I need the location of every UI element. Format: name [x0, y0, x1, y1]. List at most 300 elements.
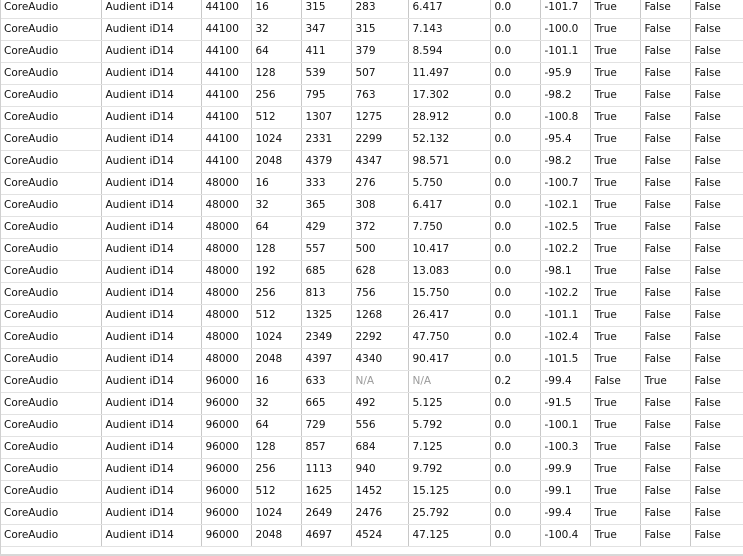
driver-cell: CoreAudio	[0, 371, 101, 393]
fail-cell: False	[640, 195, 690, 217]
sample-rate-cell: 44100	[201, 19, 251, 41]
dropout-cell: 0.0	[490, 525, 540, 547]
pass-cell: True	[590, 349, 640, 371]
input-latency-cell: 2349	[301, 327, 351, 349]
output-latency-cell: 507	[351, 63, 408, 85]
output-latency-cell: 628	[351, 261, 408, 283]
input-latency-cell: 2649	[301, 503, 351, 525]
error-cell: False	[690, 503, 743, 525]
buffer-size-cell: 16	[251, 371, 301, 393]
device-cell: Audient iD14	[101, 239, 201, 261]
fail-cell: False	[640, 261, 690, 283]
noise-floor-cell: -100.4	[540, 525, 590, 547]
input-latency-cell: 633	[301, 371, 351, 393]
input-latency-cell: 365	[301, 195, 351, 217]
latency-ms-cell: 9.792	[408, 459, 490, 481]
driver-cell: CoreAudio	[0, 459, 101, 481]
pass-cell: True	[590, 0, 640, 19]
output-latency-cell: N/A	[351, 371, 408, 393]
latency-ms-cell: 25.792	[408, 503, 490, 525]
input-latency-cell: 1307	[301, 107, 351, 129]
sample-rate-cell: 48000	[201, 217, 251, 239]
input-latency-cell: 665	[301, 393, 351, 415]
latency-ms-cell: 11.497	[408, 63, 490, 85]
sample-rate-cell: 44100	[201, 151, 251, 173]
table-row[interactable]	[0, 63, 743, 85]
driver-cell: CoreAudio	[0, 481, 101, 503]
latency-ms-cell: 90.417	[408, 349, 490, 371]
fail-cell: False	[640, 85, 690, 107]
noise-floor-cell: -102.2	[540, 283, 590, 305]
buffer-size-cell: 2048	[251, 349, 301, 371]
pass-cell: True	[590, 525, 640, 547]
driver-cell: CoreAudio	[0, 41, 101, 63]
driver-cell: CoreAudio	[0, 393, 101, 415]
sample-rate-cell: 96000	[201, 481, 251, 503]
fail-cell: False	[640, 327, 690, 349]
pass-cell: True	[590, 415, 640, 437]
driver-cell: CoreAudio	[0, 415, 101, 437]
input-latency-cell: 4379	[301, 151, 351, 173]
pass-cell: True	[590, 195, 640, 217]
fail-cell: False	[640, 217, 690, 239]
output-latency-cell: 2299	[351, 129, 408, 151]
dropout-cell: 0.0	[490, 173, 540, 195]
output-latency-cell: 4524	[351, 525, 408, 547]
sample-rate-cell: 48000	[201, 305, 251, 327]
pass-cell: True	[590, 503, 640, 525]
noise-floor-cell: -91.5	[540, 393, 590, 415]
output-latency-cell: 756	[351, 283, 408, 305]
device-cell: Audient iD14	[101, 0, 201, 19]
sample-rate-cell: 44100	[201, 0, 251, 19]
sample-rate-cell: 96000	[201, 525, 251, 547]
driver-cell: CoreAudio	[0, 239, 101, 261]
dropout-cell: 0.0	[490, 481, 540, 503]
driver-cell: CoreAudio	[0, 19, 101, 41]
buffer-size-cell: 1024	[251, 503, 301, 525]
table-row[interactable]	[0, 283, 743, 305]
table-row[interactable]	[0, 41, 743, 63]
sample-rate-cell: 44100	[201, 107, 251, 129]
device-cell: Audient iD14	[101, 151, 201, 173]
table-row[interactable]	[0, 0, 743, 19]
input-latency-cell: 2331	[301, 129, 351, 151]
sample-rate-cell: 48000	[201, 239, 251, 261]
driver-cell: CoreAudio	[0, 437, 101, 459]
fail-cell: False	[640, 459, 690, 481]
latency-ms-cell: N/A	[408, 371, 490, 393]
latency-ms-cell: 17.302	[408, 85, 490, 107]
pass-cell: True	[590, 151, 640, 173]
latency-ms-cell: 6.417	[408, 195, 490, 217]
dropout-cell: 0.0	[490, 19, 540, 41]
error-cell: False	[690, 393, 743, 415]
pass-cell: True	[590, 393, 640, 415]
latency-ms-cell: 5.792	[408, 415, 490, 437]
dropout-cell: 0.0	[490, 415, 540, 437]
input-latency-cell: 347	[301, 19, 351, 41]
noise-floor-cell: -101.1	[540, 41, 590, 63]
buffer-size-cell: 64	[251, 41, 301, 63]
input-latency-cell: 1113	[301, 459, 351, 481]
buffer-size-cell: 512	[251, 305, 301, 327]
noise-floor-cell: -102.2	[540, 239, 590, 261]
fail-cell: False	[640, 151, 690, 173]
error-cell: False	[690, 63, 743, 85]
noise-floor-cell: -102.5	[540, 217, 590, 239]
driver-cell: CoreAudio	[0, 283, 101, 305]
driver-cell: CoreAudio	[0, 85, 101, 107]
device-cell: Audient iD14	[101, 503, 201, 525]
noise-floor-cell: -101.5	[540, 349, 590, 371]
device-cell: Audient iD14	[101, 327, 201, 349]
fail-cell: True	[640, 371, 690, 393]
table-row[interactable]	[0, 525, 743, 547]
error-cell: False	[690, 129, 743, 151]
device-cell: Audient iD14	[101, 481, 201, 503]
error-cell: False	[690, 481, 743, 503]
latency-ms-cell: 52.132	[408, 129, 490, 151]
output-latency-cell: 2476	[351, 503, 408, 525]
fail-cell: False	[640, 129, 690, 151]
latency-ms-cell: 6.417	[408, 0, 490, 19]
dropout-cell: 0.0	[490, 305, 540, 327]
latency-ms-cell: 7.750	[408, 217, 490, 239]
buffer-size-cell: 16	[251, 0, 301, 19]
table-row[interactable]	[0, 393, 743, 415]
pass-cell: True	[590, 305, 640, 327]
driver-cell: CoreAudio	[0, 173, 101, 195]
table-row[interactable]	[0, 503, 743, 525]
input-latency-cell: 795	[301, 85, 351, 107]
pass-cell: False	[590, 371, 640, 393]
sample-rate-cell: 96000	[201, 371, 251, 393]
dropout-cell: 0.0	[490, 0, 540, 19]
latency-ms-cell: 98.571	[408, 151, 490, 173]
fail-cell: False	[640, 173, 690, 195]
input-latency-cell: 411	[301, 41, 351, 63]
fail-cell: False	[640, 107, 690, 129]
input-latency-cell: 4697	[301, 525, 351, 547]
device-cell: Audient iD14	[101, 85, 201, 107]
output-latency-cell: 500	[351, 239, 408, 261]
buffer-size-cell: 256	[251, 283, 301, 305]
pass-cell: True	[590, 41, 640, 63]
output-latency-cell: 315	[351, 19, 408, 41]
input-latency-cell: 4397	[301, 349, 351, 371]
input-latency-cell: 813	[301, 283, 351, 305]
sample-rate-cell: 96000	[201, 415, 251, 437]
noise-floor-cell: -100.1	[540, 415, 590, 437]
dropout-cell: 0.0	[490, 41, 540, 63]
output-latency-cell: 276	[351, 173, 408, 195]
device-cell: Audient iD14	[101, 393, 201, 415]
fail-cell: False	[640, 481, 690, 503]
error-cell: False	[690, 459, 743, 481]
device-cell: Audient iD14	[101, 107, 201, 129]
error-cell: False	[690, 19, 743, 41]
pass-cell: True	[590, 437, 640, 459]
sample-rate-cell: 96000	[201, 459, 251, 481]
device-cell: Audient iD14	[101, 41, 201, 63]
error-cell: False	[690, 217, 743, 239]
driver-cell: CoreAudio	[0, 327, 101, 349]
table-row[interactable]	[0, 129, 743, 151]
table-row[interactable]	[0, 173, 743, 195]
error-cell: False	[690, 173, 743, 195]
fail-cell: False	[640, 503, 690, 525]
table-row[interactable]	[0, 107, 743, 129]
table-row[interactable]	[0, 305, 743, 327]
dropout-cell: 0.0	[490, 327, 540, 349]
table-row[interactable]	[0, 371, 743, 393]
dropout-cell: 0.0	[490, 107, 540, 129]
table-row[interactable]	[0, 327, 743, 349]
fail-cell: False	[640, 283, 690, 305]
noise-floor-cell: -99.9	[540, 459, 590, 481]
pass-cell: True	[590, 217, 640, 239]
input-latency-cell: 429	[301, 217, 351, 239]
noise-floor-cell: -95.4	[540, 129, 590, 151]
device-cell: Audient iD14	[101, 371, 201, 393]
output-latency-cell: 4340	[351, 349, 408, 371]
device-cell: Audient iD14	[101, 217, 201, 239]
dropout-cell: 0.0	[490, 261, 540, 283]
table-row[interactable]	[0, 151, 743, 173]
error-cell: False	[690, 41, 743, 63]
table-row[interactable]	[0, 261, 743, 283]
sample-rate-cell: 96000	[201, 437, 251, 459]
buffer-size-cell: 512	[251, 481, 301, 503]
latency-ms-cell: 47.125	[408, 525, 490, 547]
input-latency-cell: 1625	[301, 481, 351, 503]
driver-cell: CoreAudio	[0, 305, 101, 327]
dropout-cell: 0.0	[490, 195, 540, 217]
output-latency-cell: 1268	[351, 305, 408, 327]
buffer-size-cell: 128	[251, 239, 301, 261]
fail-cell: False	[640, 437, 690, 459]
device-cell: Audient iD14	[101, 437, 201, 459]
input-latency-cell: 857	[301, 437, 351, 459]
pass-cell: True	[590, 173, 640, 195]
pass-cell: True	[590, 107, 640, 129]
error-cell: False	[690, 437, 743, 459]
dropout-cell: 0.0	[490, 459, 540, 481]
driver-cell: CoreAudio	[0, 107, 101, 129]
noise-floor-cell: -95.9	[540, 63, 590, 85]
output-latency-cell: 940	[351, 459, 408, 481]
pass-cell: True	[590, 481, 640, 503]
input-latency-cell: 315	[301, 0, 351, 19]
latency-ms-cell: 47.750	[408, 327, 490, 349]
dropout-cell: 0.0	[490, 349, 540, 371]
pass-cell: True	[590, 129, 640, 151]
latency-ms-cell: 5.125	[408, 393, 490, 415]
device-cell: Audient iD14	[101, 283, 201, 305]
device-cell: Audient iD14	[101, 19, 201, 41]
device-cell: Audient iD14	[101, 525, 201, 547]
error-cell: False	[690, 151, 743, 173]
dropout-cell: 0.0	[490, 129, 540, 151]
sample-rate-cell: 48000	[201, 173, 251, 195]
output-latency-cell: 4347	[351, 151, 408, 173]
sample-rate-cell: 48000	[201, 349, 251, 371]
output-latency-cell: 684	[351, 437, 408, 459]
noise-floor-cell: -101.7	[540, 0, 590, 19]
fail-cell: False	[640, 0, 690, 19]
driver-cell: CoreAudio	[0, 349, 101, 371]
noise-floor-cell: -100.0	[540, 19, 590, 41]
input-latency-cell: 333	[301, 173, 351, 195]
device-cell: Audient iD14	[101, 129, 201, 151]
table-row[interactable]	[0, 217, 743, 239]
output-latency-cell: 1452	[351, 481, 408, 503]
noise-floor-cell: -101.1	[540, 305, 590, 327]
error-cell: False	[690, 327, 743, 349]
driver-cell: CoreAudio	[0, 0, 101, 19]
output-latency-cell: 372	[351, 217, 408, 239]
driver-cell: CoreAudio	[0, 525, 101, 547]
buffer-size-cell: 1024	[251, 129, 301, 151]
dropout-cell: 0.0	[490, 437, 540, 459]
latency-ms-cell: 7.125	[408, 437, 490, 459]
buffer-size-cell: 256	[251, 85, 301, 107]
dropout-cell: 0.0	[490, 151, 540, 173]
error-cell: False	[690, 283, 743, 305]
sample-rate-cell: 48000	[201, 195, 251, 217]
driver-cell: CoreAudio	[0, 195, 101, 217]
error-cell: False	[690, 107, 743, 129]
driver-cell: CoreAudio	[0, 217, 101, 239]
pass-cell: True	[590, 327, 640, 349]
buffer-size-cell: 32	[251, 195, 301, 217]
sample-rate-cell: 44100	[201, 63, 251, 85]
pass-cell: True	[590, 261, 640, 283]
noise-floor-cell: -102.1	[540, 195, 590, 217]
input-latency-cell: 685	[301, 261, 351, 283]
error-cell: False	[690, 371, 743, 393]
fail-cell: False	[640, 305, 690, 327]
output-latency-cell: 308	[351, 195, 408, 217]
driver-cell: CoreAudio	[0, 151, 101, 173]
latency-ms-cell: 26.417	[408, 305, 490, 327]
table-row[interactable]	[0, 195, 743, 217]
buffer-size-cell: 192	[251, 261, 301, 283]
sample-rate-cell: 48000	[201, 327, 251, 349]
noise-floor-cell: -99.4	[540, 503, 590, 525]
fail-cell: False	[640, 415, 690, 437]
input-latency-cell: 539	[301, 63, 351, 85]
device-cell: Audient iD14	[101, 63, 201, 85]
latency-ms-cell: 13.083	[408, 261, 490, 283]
noise-floor-cell: -99.4	[540, 371, 590, 393]
input-latency-cell: 557	[301, 239, 351, 261]
pass-cell: True	[590, 85, 640, 107]
fail-cell: False	[640, 349, 690, 371]
fail-cell: False	[640, 41, 690, 63]
latency-ms-cell: 15.750	[408, 283, 490, 305]
table-row[interactable]	[0, 459, 743, 481]
error-cell: False	[690, 239, 743, 261]
noise-floor-cell: -98.1	[540, 261, 590, 283]
sample-rate-cell: 96000	[201, 393, 251, 415]
error-cell: False	[690, 195, 743, 217]
sample-rate-cell: 48000	[201, 283, 251, 305]
error-cell: False	[690, 0, 743, 19]
output-latency-cell: 556	[351, 415, 408, 437]
error-cell: False	[690, 85, 743, 107]
error-cell: False	[690, 261, 743, 283]
buffer-size-cell: 2048	[251, 525, 301, 547]
fail-cell: False	[640, 63, 690, 85]
dropout-cell: 0.0	[490, 85, 540, 107]
buffer-size-cell: 2048	[251, 151, 301, 173]
buffer-size-cell: 256	[251, 459, 301, 481]
error-cell: False	[690, 525, 743, 547]
dropout-cell: 0.0	[490, 503, 540, 525]
dropout-cell: 0.0	[490, 393, 540, 415]
buffer-size-cell: 32	[251, 393, 301, 415]
table-row[interactable]	[0, 415, 743, 437]
table-row[interactable]	[0, 239, 743, 261]
table-row[interactable]	[0, 85, 743, 107]
buffer-size-cell: 64	[251, 415, 301, 437]
fail-cell: False	[640, 525, 690, 547]
device-cell: Audient iD14	[101, 305, 201, 327]
pass-cell: True	[590, 19, 640, 41]
buffer-size-cell: 1024	[251, 327, 301, 349]
left-border	[0, 0, 1, 556]
sample-rate-cell: 44100	[201, 129, 251, 151]
device-cell: Audient iD14	[101, 349, 201, 371]
table-row[interactable]	[0, 19, 743, 41]
sample-rate-cell: 96000	[201, 503, 251, 525]
pass-cell: True	[590, 239, 640, 261]
device-cell: Audient iD14	[101, 415, 201, 437]
sample-rate-cell: 44100	[201, 41, 251, 63]
pass-cell: True	[590, 283, 640, 305]
buffer-size-cell: 512	[251, 107, 301, 129]
pass-cell: True	[590, 63, 640, 85]
latency-ms-cell: 5.750	[408, 173, 490, 195]
output-latency-cell: 283	[351, 0, 408, 19]
buffer-size-cell: 128	[251, 437, 301, 459]
input-latency-cell: 729	[301, 415, 351, 437]
noise-floor-cell: -99.1	[540, 481, 590, 503]
sample-rate-cell: 48000	[201, 261, 251, 283]
error-cell: False	[690, 305, 743, 327]
table-row[interactable]	[0, 481, 743, 503]
device-cell: Audient iD14	[101, 173, 201, 195]
device-cell: Audient iD14	[101, 195, 201, 217]
noise-floor-cell: -102.4	[540, 327, 590, 349]
buffer-size-cell: 64	[251, 217, 301, 239]
table-row[interactable]	[0, 437, 743, 459]
latency-ms-cell: 10.417	[408, 239, 490, 261]
output-latency-cell: 2292	[351, 327, 408, 349]
table-row[interactable]	[0, 349, 743, 371]
noise-floor-cell: -100.7	[540, 173, 590, 195]
driver-cell: CoreAudio	[0, 261, 101, 283]
fail-cell: False	[640, 393, 690, 415]
output-latency-cell: 379	[351, 41, 408, 63]
buffer-size-cell: 16	[251, 173, 301, 195]
dropout-cell: 0.0	[490, 239, 540, 261]
input-latency-cell: 1325	[301, 305, 351, 327]
dropout-cell: 0.0	[490, 217, 540, 239]
pass-cell: True	[590, 459, 640, 481]
